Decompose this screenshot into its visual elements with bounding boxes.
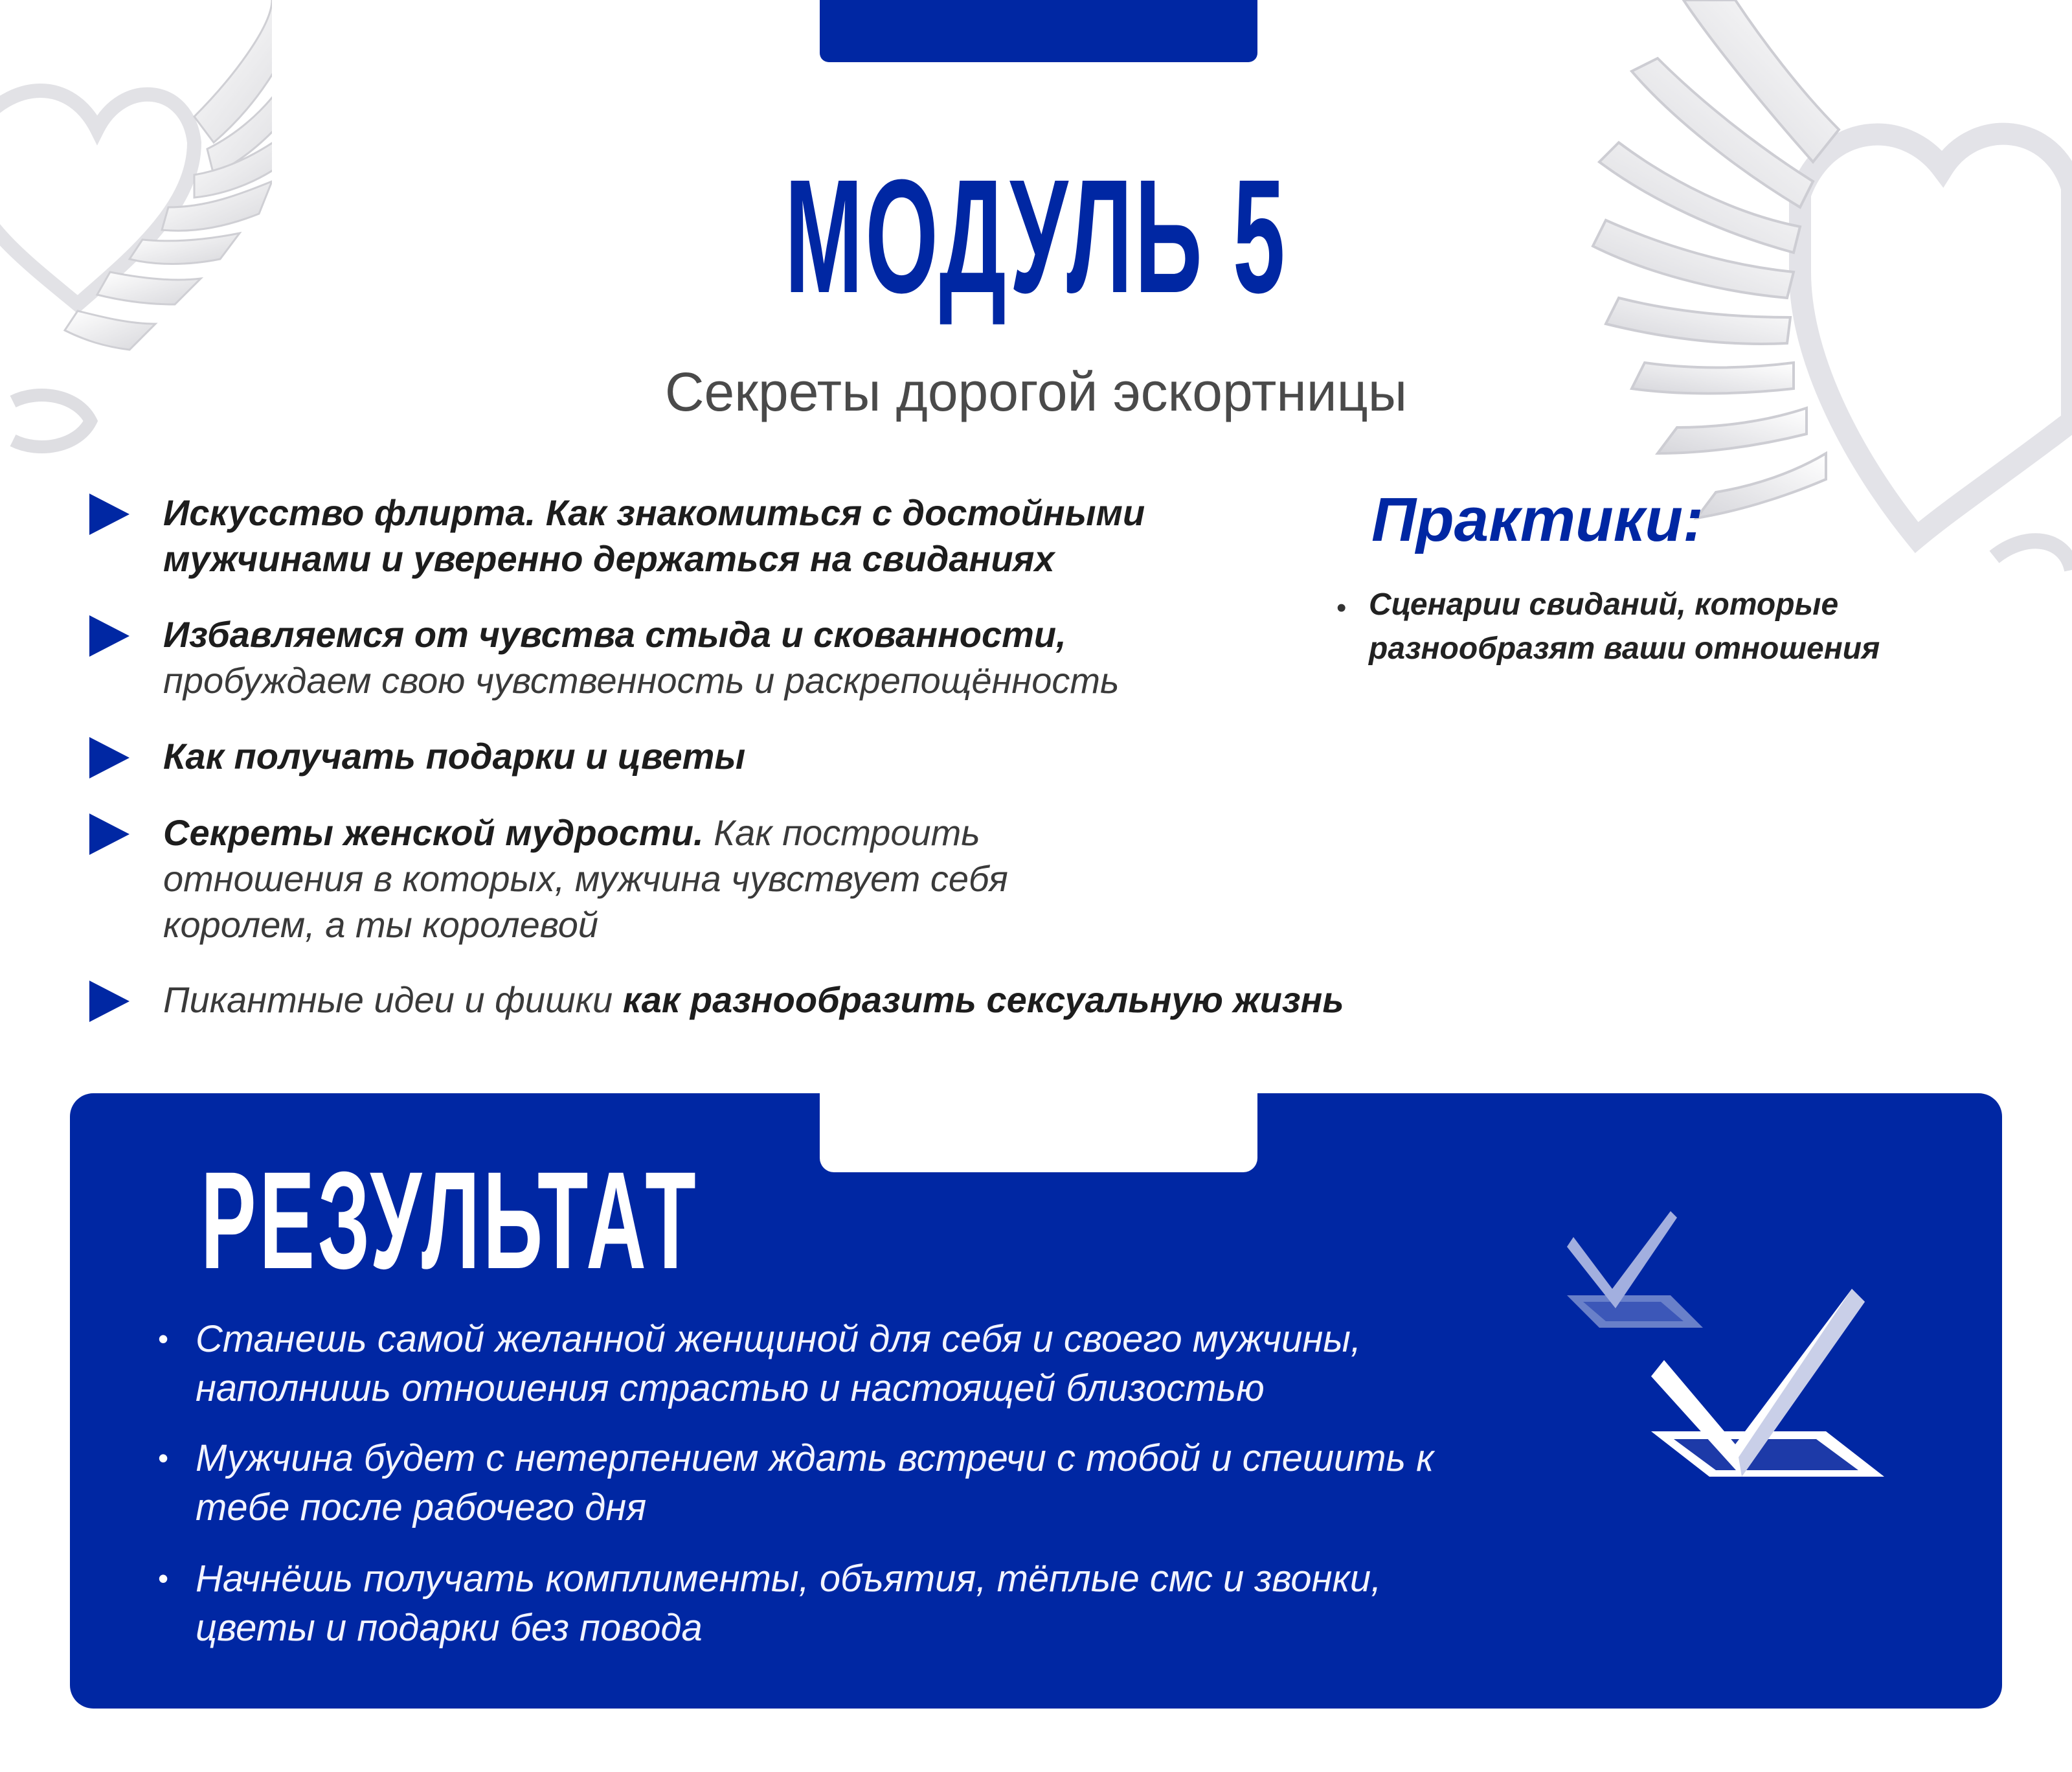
result-text: Станешь самой желанной женщиной для себя и своего мужчины, наполнишь отношения страстью и настоящей близостью bbox=[196, 1318, 1362, 1409]
bullet-dot-icon: • bbox=[158, 1322, 169, 1356]
arrow-bullet-icon bbox=[89, 494, 130, 535]
result-panel-notch bbox=[820, 1062, 1257, 1172]
checkmark-boxes-decoration bbox=[1554, 1198, 1917, 1509]
arrow-bullet-icon bbox=[89, 615, 130, 657]
topic-text-bold: Избавляемся от чувства стыда и скованности, bbox=[163, 614, 1066, 655]
bullet-dot-icon: • bbox=[158, 1562, 169, 1595]
module-title: МОДУЛЬ 5 bbox=[784, 146, 1288, 326]
module-subtitle: Секреты дорогой эскортницы bbox=[664, 361, 1408, 422]
arrow-bullet-icon bbox=[89, 737, 130, 778]
result-text: Начнёшь получать комплименты, объятия, тёплые смс и звонки, цветы и подарки без повода bbox=[196, 1558, 1382, 1649]
arrow-bullet-icon bbox=[89, 981, 130, 1022]
topic-text-bold: как разнообразить сексуальную жизнь bbox=[622, 979, 1344, 1020]
topic-text: Пикантные идеи и фишки bbox=[163, 979, 613, 1020]
bullet-dot-icon: • bbox=[1336, 592, 1347, 624]
bullet-dot-icon: • bbox=[158, 1441, 169, 1475]
top-tab-decoration bbox=[820, 0, 1257, 62]
topic-text: пробуждаем свою чувственность и раскрепощённость bbox=[163, 660, 1120, 701]
topic-text: Как построить отношения в которых, мужчина чувствует себя королем, а ты королевой bbox=[163, 812, 1008, 945]
topic-text-bold: Секреты женской мудрости. bbox=[163, 812, 704, 853]
small-checkbox-icon bbox=[1567, 1211, 1703, 1328]
result-title: РЕЗУЛЬТАТ bbox=[201, 1143, 699, 1298]
arrow-bullet-icon bbox=[89, 813, 130, 855]
topic-text: Искусство флирта. Как знакомиться с достойными мужчинами и уверенно держаться на свиданиях bbox=[163, 492, 1145, 579]
topic-text: Как получать подарки и цветы bbox=[163, 736, 746, 777]
practices-title: Практики: bbox=[1371, 485, 1704, 554]
result-text: Мужчина будет с нетерпением ждать встречи с тобой и спешить к тебе после рабочего дня bbox=[196, 1437, 1434, 1528]
practice-text: Сценарии свиданий, которые разнообразят ваши отношения bbox=[1369, 587, 1880, 666]
